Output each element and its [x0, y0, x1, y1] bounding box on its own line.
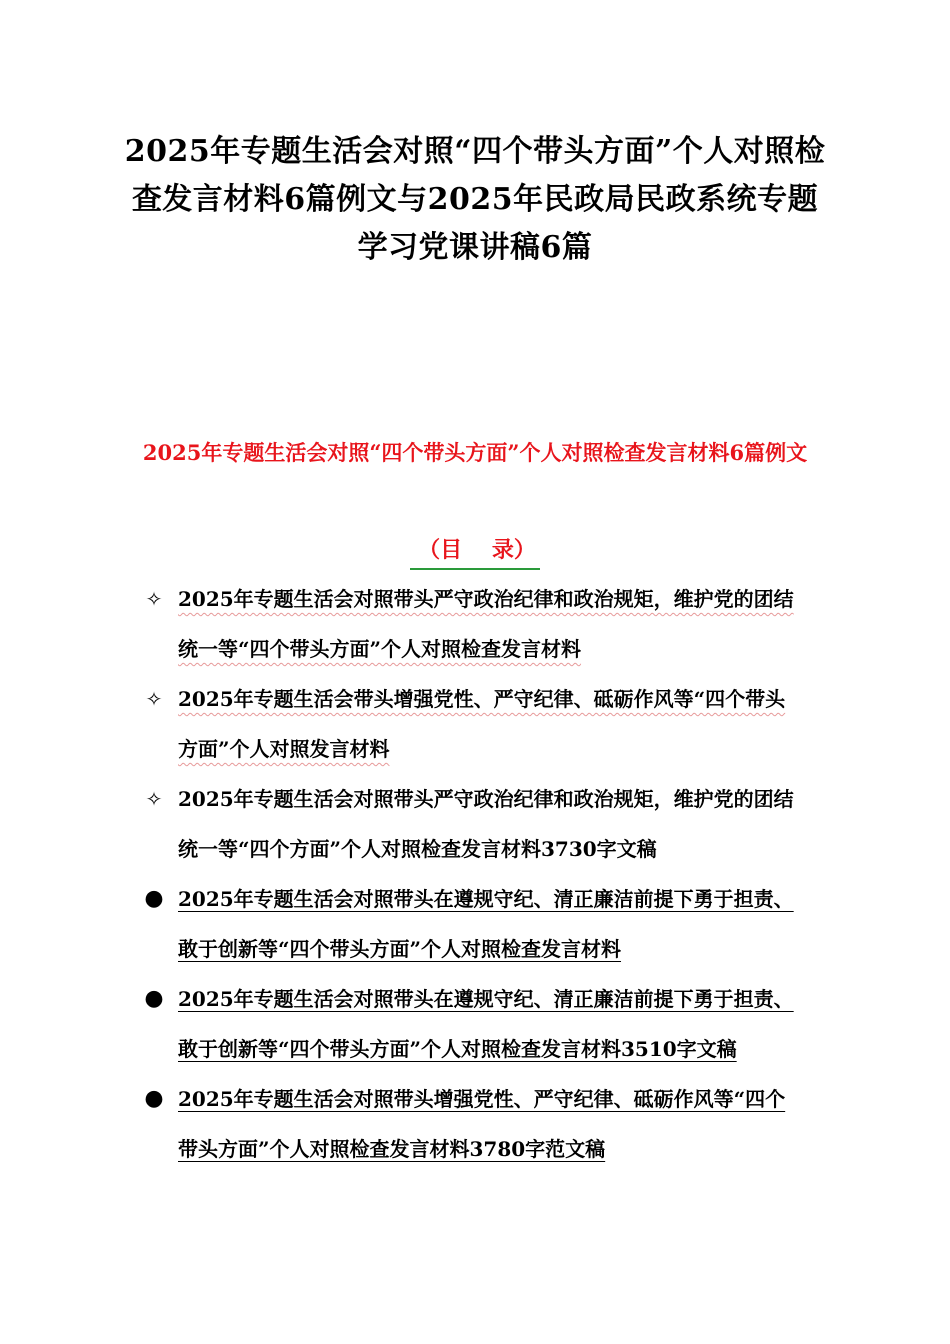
bullet-dot-icon: ●	[144, 1086, 164, 1111]
toc-item-text: 2025年专题生活会对照带头严守政治纪律和政治规矩，维护党的团结统一等“四个带头方面”个人对照检查发言材料	[178, 587, 794, 661]
toc-item-link[interactable]: 2025年专题生活会对照带头在遵规守纪、清正廉洁前提下勇于担责、敢于创新等“四个带头方面”个人对照检查发言材料	[178, 887, 794, 961]
four-point-star-icon: ✧	[145, 687, 163, 711]
four-point-star-icon: ✧	[145, 787, 163, 811]
toc-item	[140, 674, 800, 774]
toc-heading-label: （目 录）	[410, 532, 540, 570]
toc-item[interactable]	[140, 874, 800, 974]
section-subtitle: 2025年专题生活会对照“四个带头方面”个人对照检查发言材料6篇例文	[142, 440, 808, 465]
bullet-dot-icon: ●	[144, 886, 164, 911]
toc-item-link[interactable]: 2025年专题生活会对照带头增强党性、严守纪律、砥砺作风等“四个带头方面”个人对照检查发言材料3780字范文稿	[178, 1087, 786, 1161]
bullet-dot-icon: ●	[144, 986, 164, 1011]
toc-heading	[0, 530, 950, 570]
toc-item[interactable]	[140, 1074, 800, 1174]
toc-item[interactable]	[140, 974, 800, 1074]
table-of-contents	[140, 574, 800, 1174]
four-point-star-icon: ✧	[145, 587, 163, 611]
document-title: 2025年专题生活会对照“四个带头方面”个人对照检查发言材料6篇例文与2025年民政局民政系统专题学习党课讲稿6篇	[124, 134, 826, 265]
toc-item-text: 2025年专题生活会对照带头严守政治纪律和政治规矩，维护党的团结统一等“四个方面”个人对照检查发言材料3730字文稿	[178, 787, 794, 861]
toc-item	[140, 774, 800, 874]
toc-item-link[interactable]: 2025年专题生活会对照带头在遵规守纪、清正廉洁前提下勇于担责、敢于创新等“四个带头方面”个人对照检查发言材料3510字文稿	[178, 987, 794, 1061]
toc-item	[140, 574, 800, 674]
toc-item-text: 2025年专题生活会带头增强党性、严守纪律、砥砺作风等“四个带头方面”个人对照发言材料	[178, 687, 786, 761]
